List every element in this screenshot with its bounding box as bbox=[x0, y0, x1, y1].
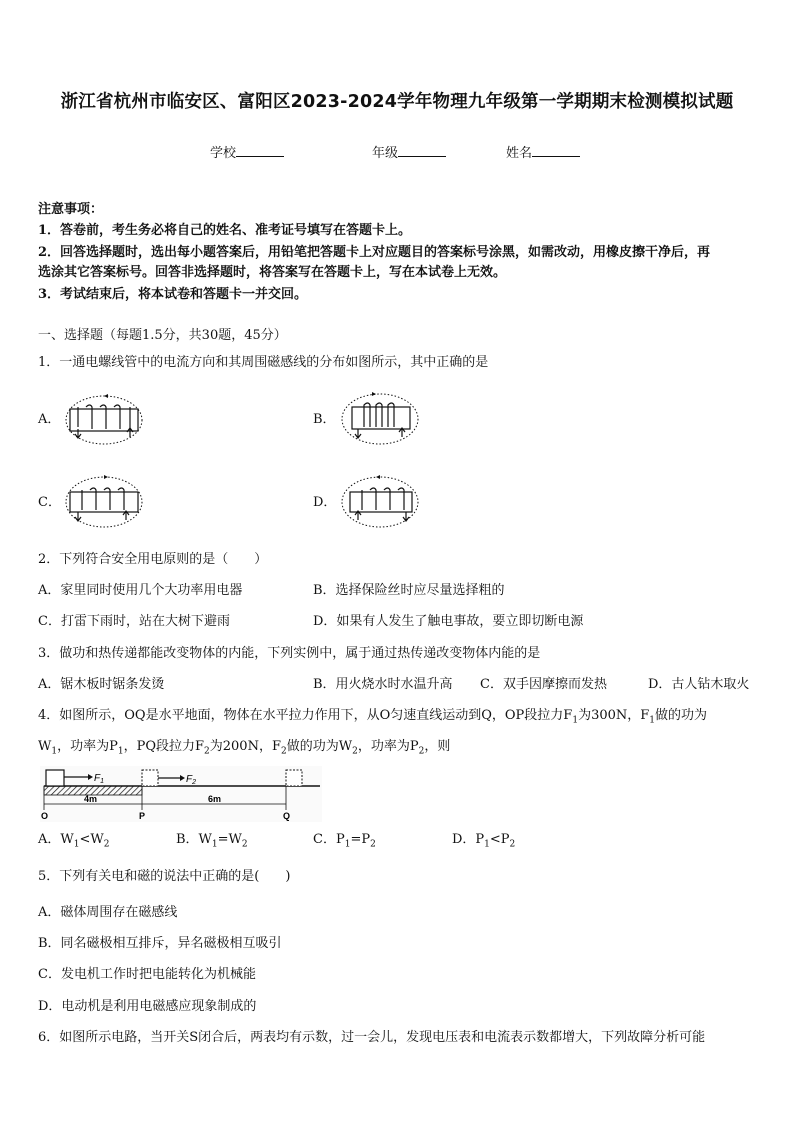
name-label: 姓名 bbox=[506, 146, 533, 161]
point-p-label: P bbox=[139, 811, 146, 821]
q4-option: A．$W_1<W_2$ bbox=[38, 832, 110, 850]
school-blank[interactable] bbox=[236, 142, 284, 157]
q6-stem: 6．如图所示电路，当开关S闭合后，两表均有示数，过一会儿，发现电压表和电流表示数都增大，下列故障分析可能 bbox=[38, 1030, 706, 1045]
q3-option: A．锯木板时锯条发烫 bbox=[38, 677, 165, 692]
q2-option: C．打雷下雨时，站在大树下避雨 bbox=[38, 614, 230, 629]
school-field[interactable] bbox=[210, 142, 284, 161]
q4-option: B．$W_1=W_2$ bbox=[176, 832, 248, 850]
q1-option-label: C． bbox=[38, 495, 61, 510]
q5-option: D．电动机是利用电磁感应现象制成的 bbox=[38, 999, 257, 1014]
q5-option: B．同名磁极相互排斥，异名磁极相互吸引 bbox=[38, 936, 282, 951]
q4-stem-line1: 4．如图所示，OQ是水平地面，物体在水平拉力作用下，从O匀速直线运动到Q，OP段拉力$F_1$为300N，$F_1$做的功为 bbox=[38, 708, 708, 726]
q5-option: A．磁体周围存在磁感线 bbox=[38, 905, 178, 920]
q4-option: C．$P_1=P_2$ bbox=[313, 832, 376, 850]
q1-stem: 1．一通电螺线管中的电流方向和其周围磁感线的分布如图所示，其中正确的是 bbox=[38, 355, 489, 370]
q4-option: D．$P_1<P_2$ bbox=[452, 832, 516, 850]
q4-motion-figure bbox=[40, 766, 322, 822]
solenoid-figure-b bbox=[340, 391, 420, 447]
notice-item: 3．考试结束后，将本试卷和答题卡一并交回。 bbox=[38, 287, 308, 302]
grade-blank[interactable] bbox=[398, 142, 446, 157]
q3-stem: 3．做功和热传递都能改变物体的内能，下列实例中，属于通过热传递改变物体内能的是 bbox=[38, 646, 541, 661]
q2-option: A．家里同时使用几个大功率用电器 bbox=[38, 583, 243, 598]
q2-option: D．如果有人发生了触电事故，要立即切断电源 bbox=[313, 614, 584, 629]
notice-item: 2．回答选择题时，选出每小题答案后，用铅笔把答题卡上对应题目的答案标号涂黑，如需改动，用橡皮擦干净后，再 bbox=[38, 245, 711, 260]
exam-title: 浙江省杭州市临安区、富阳区2023-2024学年物理九年级第一学期期末检测模拟试题 bbox=[60, 92, 734, 112]
grade-field[interactable] bbox=[372, 142, 446, 161]
name-field[interactable] bbox=[506, 142, 580, 161]
q3-option: C．双手因摩擦而发热 bbox=[480, 677, 607, 692]
q1-option-label: D． bbox=[313, 495, 337, 510]
notice-item: 选涂其它答案标号。回答非选择题时，将答案写在答题卡上，写在本试卷上无效。 bbox=[38, 265, 507, 280]
q1-option-label: B． bbox=[313, 412, 336, 427]
point-o-label: O bbox=[41, 811, 49, 821]
q5-option: C．发电机工作时把电能转化为机械能 bbox=[38, 967, 256, 982]
q3-option: B．用火烧水时水温升高 bbox=[313, 677, 453, 692]
section-heading: 一、选择题（每题1.5分，共30题，45分） bbox=[38, 328, 287, 343]
q2-option: B．选择保险丝时应尽量选择粗的 bbox=[313, 583, 505, 598]
solenoid-figure-c bbox=[64, 474, 144, 530]
grade-label: 年级 bbox=[372, 146, 399, 161]
notice-heading: 注意事项： bbox=[38, 202, 104, 217]
notice-item: 1．答卷前，考生务必将自己的姓名、准考证号填写在答题卡上。 bbox=[38, 223, 412, 238]
distance-pq-label: 6m bbox=[208, 794, 222, 804]
f2-label: $F_2$ bbox=[186, 774, 197, 786]
q2-stem: 2．下列符合安全用电原则的是（ ） bbox=[38, 552, 268, 567]
distance-op-label: 4m bbox=[84, 794, 98, 804]
solenoid-figure-a bbox=[64, 393, 144, 447]
solenoid-figure-d bbox=[340, 474, 420, 530]
q3-option: D．古人钻木取火 bbox=[648, 677, 750, 692]
point-q-label: Q bbox=[283, 811, 291, 821]
school-label: 学校 bbox=[210, 146, 237, 161]
q1-option-label: A． bbox=[38, 412, 61, 427]
f1-label: $F_1$ bbox=[94, 773, 105, 785]
q4-stem-line2: $W_1$，功率为$P_1$，PQ段拉力$F_2$为200N，$F_2$做的功为$W_2$，功率为$P_2$，则 bbox=[38, 739, 451, 757]
name-blank[interactable] bbox=[532, 142, 580, 157]
q5-stem: 5．下列有关电和磁的说法中正确的是( ) bbox=[38, 869, 291, 884]
